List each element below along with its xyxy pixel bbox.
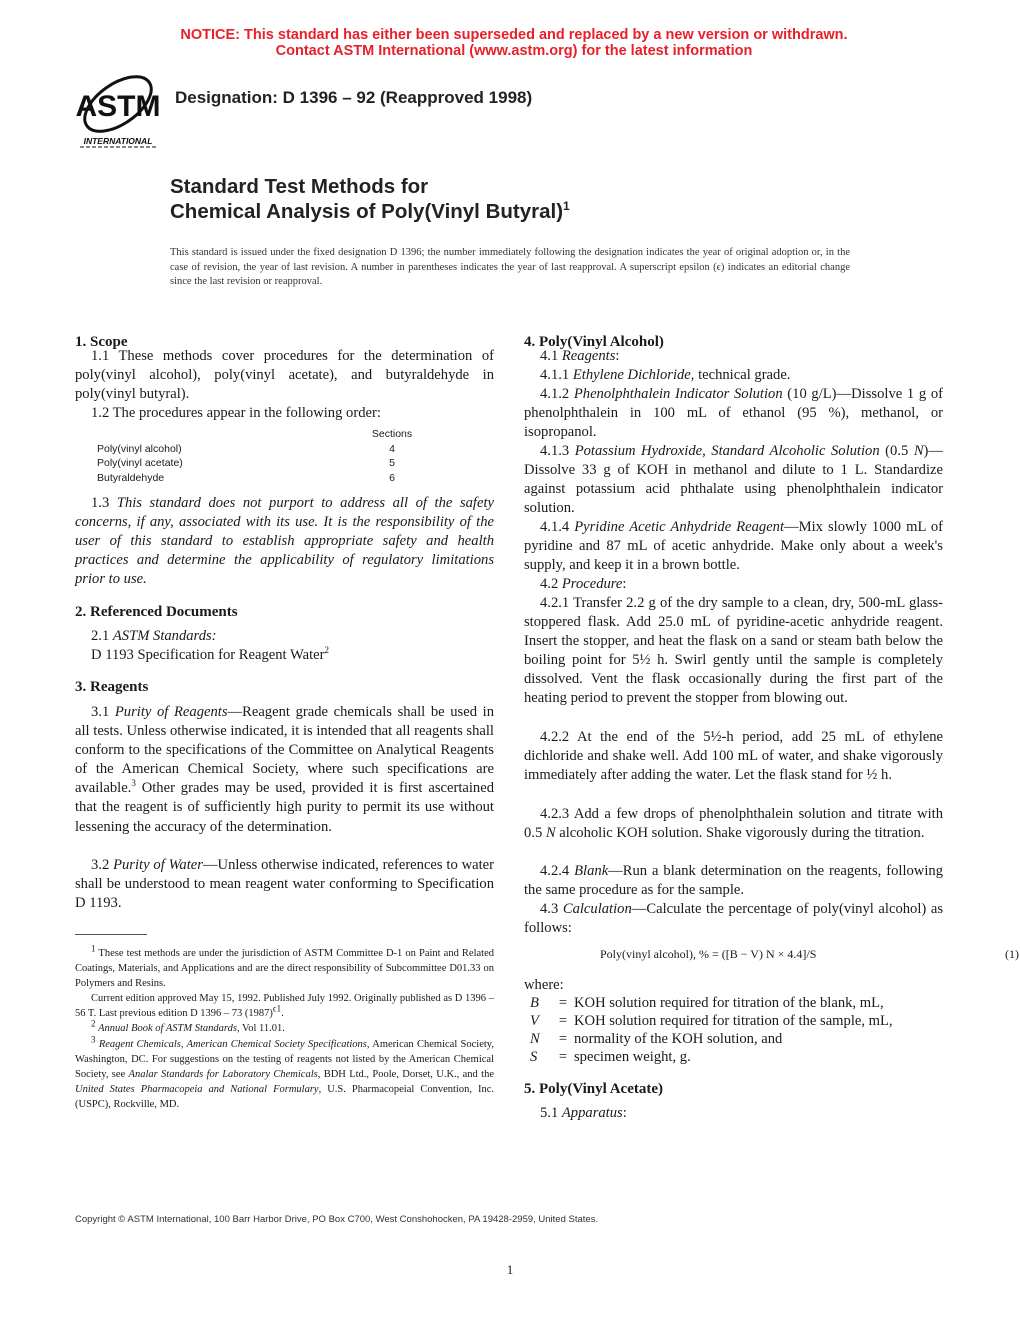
text-run: These test methods are under the jurisdiction of ASTM Committee D-1 on Paint and Related Coatings, Materials, and Applications and are the direct responsibility of Subcommittee D01.33 on Polymers and Resins.: [75, 948, 494, 990]
table-row: [75, 442, 494, 457]
title-line: [170, 199, 570, 224]
svg-text:ASTM: ASTM: [76, 90, 160, 123]
table-header-label: Sections: [371, 428, 413, 440]
variable-symbol: S: [530, 1049, 538, 1065]
text-run: 4.2.2 At the end of the 5½-h period, add 25 mL of ethylene dichloride and shake well. Add 100 mL of water, and shake vigorously immediately after adding the water. Let the flask stand for ½ h.: [524, 729, 943, 784]
text-run: 1.2 The procedures appear in the following order:: [91, 405, 381, 421]
text-run: Blank: [574, 863, 609, 879]
text-run: 4.1: [540, 348, 562, 364]
text-run: 4.1.3: [540, 443, 575, 459]
variable-description: specimen weight, g.: [574, 1049, 691, 1065]
paragraph: [524, 442, 943, 518]
text-run: 4.2.3 Add a few drops of phenolphthalein solution and titrate with 0.5: [524, 806, 943, 842]
text-run: N: [545, 825, 556, 842]
variable-definition: [524, 1048, 943, 1067]
text-run: 3.2: [91, 857, 114, 873]
header-spacer: [75, 427, 367, 442]
equals-sign: =: [558, 1049, 568, 1065]
table-cell-name: Butyraldehyde: [97, 471, 165, 484]
paragraph: [524, 347, 943, 366]
text-run: 4.2.4: [540, 863, 575, 879]
text-run: 4.2.1 Transfer 2.2 g of the dry sample to a clean, dry, 500-mL glass-stoppered flask. Add 25.0 mL of pyridine-acetic anhydride reagent. Insert the stopper, and heat the flask on a sand or steam bath below the boiling point for 5½ h. Swirl gently until the sample is completely dissolved. Vent the flask occasionally during the first part of the heating period to prevent the stopper from blowing out.: [524, 595, 943, 707]
copyright: Copyright © ASTM International, 100 Barr Harbor Drive, PO Box C700, West Conshohocken, PA 19428-2959, United States.: [75, 1214, 599, 1225]
text-run: This standard does not purport to address all of the safety concerns, if any, associated with its use. It is the responsibility of the user of this standard to establish appropriate safety and health practices and determine the applicability of regulatory limitations prior to use.: [75, 495, 494, 588]
text-run: alcoholic KOH solution. Shake vigorously during the titration.: [555, 825, 925, 842]
paragraph: [524, 728, 943, 785]
text-run: , American Chemical Society, Washington, DC. For suggestions on the testing of reagents not listed by the American Chemical Society, see: [75, 1038, 494, 1080]
text-run: 2: [324, 645, 329, 656]
title-footnote-ref: 1: [563, 199, 570, 214]
reference-item: [75, 646, 510, 665]
text-run: , BDH Ltd., Poole, Dorset, U.K., and the: [317, 1068, 494, 1080]
table-cell-section: 5: [389, 457, 395, 469]
paragraph: [524, 385, 943, 442]
text-run: Other grades may be used, provided it is first ascertained that the reagent is of sufficiently high purity to permit its use without lessening the accuracy of the determination.: [75, 780, 494, 835]
section-heading: [75, 603, 494, 622]
paragraph: [524, 594, 943, 709]
text-run: , technical grade.: [690, 367, 791, 383]
text-run: 4. Poly(Vinyl Alcohol): [524, 334, 664, 350]
footnote: [75, 943, 494, 991]
text-run: 4.1.2: [540, 386, 574, 402]
table-cell-name: Poly(vinyl alcohol): [97, 442, 182, 455]
paragraph: [75, 703, 494, 837]
paragraph: [524, 862, 943, 900]
text-run: ϵ1: [272, 1003, 282, 1014]
text-run: (10 g/L)—Dissolve 1 g of phenolphthalein in 100 mL of ethanol (95 %), methanol, or isopropanol.: [524, 386, 943, 441]
text-run: Potassium Hydroxide, Standard Alcoholic Solution: [574, 443, 880, 459]
text-run: (0.5: [879, 443, 914, 459]
text-run: 1.3: [91, 495, 117, 511]
title-line: Standard Test Methods for: [170, 175, 429, 198]
where-label: [524, 976, 943, 995]
table-row: [75, 456, 494, 471]
text-run: Phenolphthalein Indicator Solution: [573, 386, 783, 402]
text-run: 3. Reagents: [75, 679, 149, 695]
text-run: :: [615, 348, 620, 364]
table-cell-name: Poly(vinyl acetate): [97, 457, 183, 469]
variable-symbol: N: [530, 1031, 540, 1047]
variable-symbol: B: [530, 995, 539, 1011]
paragraph: [75, 404, 494, 423]
text-run: 2.1: [91, 628, 113, 644]
text-run: .: [281, 1008, 284, 1020]
text-run: Current edition approved May 15, 1992. Published July 1992. Originally published as D 1396 – 56 T. Last previous edition D 1396 – 73 (1987): [75, 993, 494, 1020]
paragraph: [75, 627, 494, 646]
footnote-divider: [75, 934, 147, 935]
text-run: Poly(vinyl alcohol), % = ([B − V) N × 4.4]/S: [600, 947, 817, 961]
title-text: Chemical Analysis of Poly(Vinyl Butyral): [170, 200, 564, 223]
table-header: [75, 427, 494, 442]
equals-sign: =: [558, 995, 568, 1011]
paragraph: [524, 1104, 943, 1123]
text-run: Procedure: [561, 576, 623, 592]
paragraph: [75, 856, 494, 913]
equation: [524, 945, 1019, 964]
section-heading: [524, 1080, 943, 1099]
text-run: 4.1.4: [540, 519, 575, 535]
variable-description: KOH solution required for titration of the sample, mL,: [574, 1013, 893, 1029]
equation-text: [600, 945, 816, 964]
text-run: Reagent Chemicals, American Chemical Society Specifications: [98, 1038, 367, 1050]
text-run: Reagents: [561, 348, 616, 364]
paragraph: [75, 347, 494, 404]
text-run: —Run a blank determination on the reagents, following the same procedure as for the sample.: [524, 863, 943, 899]
text-run: —Reagent grade chemicals shall be used in all tests. Unless otherwise indicated, it is intended that all reagents shall conform to the specifications of the Committee on Analytical Reagents of the American Chemical Society, where such specifications are available.: [75, 704, 494, 797]
text-run: 4.1.1: [540, 367, 573, 383]
text-run: D 1193 Specification for Reagent Water: [91, 647, 325, 663]
section-heading: [75, 678, 494, 697]
equation-number: (1): [1005, 947, 1019, 961]
text-run: 1: [91, 943, 96, 954]
text-run: Annual Book of ASTM Standards: [98, 1023, 237, 1035]
paragraph: [524, 805, 943, 843]
text-run: 4.3: [540, 901, 563, 917]
text-run: —Unless otherwise indicated, references to water shall be understood to mean reagent water conforming to Specification D 1193.: [75, 857, 495, 912]
footnote: [75, 991, 494, 1021]
text-run: 3: [131, 778, 136, 789]
variable-definition: [524, 1012, 943, 1031]
text-run: 3: [91, 1034, 96, 1045]
text-run: :: [622, 1105, 627, 1121]
text-run: ASTM Standards:: [112, 628, 217, 644]
variable-symbol: V: [530, 1013, 539, 1029]
footnote: [75, 1018, 494, 1036]
text-run: 2. Referenced Documents: [75, 604, 238, 620]
table-cell-section: 4: [389, 442, 395, 455]
notice-line: Contact ASTM International (www.astm.org) for the latest information: [275, 43, 753, 59]
text-run: where:: [524, 977, 564, 993]
text-run: :: [622, 576, 627, 592]
text-run: Analar Standards for Laboratory Chemicals: [128, 1068, 318, 1080]
text-run: 1. Scope: [75, 334, 128, 350]
text-run: Purity of Reagents: [114, 704, 228, 720]
paragraph: [524, 366, 943, 385]
paragraph: [524, 575, 943, 594]
svg-text:INTERNATIONAL: INTERNATIONAL: [83, 136, 153, 146]
text-run: 5.1: [540, 1105, 562, 1121]
table-cell-section: 6: [389, 471, 395, 484]
sections-table: [75, 427, 494, 485]
text-run: 2: [91, 1018, 96, 1029]
equals-sign: =: [558, 1013, 568, 1029]
text-run: 1.1 These methods cover procedures for the determination of poly(vinyl alcohol), poly(vinyl acetate), and butyraldehyde in poly(vinyl butyral).: [75, 348, 494, 403]
notice-line: NOTICE: This standard has either been superseded and replaced by a new version or withdrawn.: [180, 27, 848, 43]
text-run: )—Dissolve 33 g of KOH in methanol and dilute to 1 L. Standardize against potassium acid phthalate using phenolphthalein indicator solution.: [524, 443, 944, 517]
table-row: [75, 471, 494, 486]
text-run: 4.2: [540, 576, 562, 592]
text-run: Purity of Water: [113, 857, 203, 873]
text-run: —Calculate the percentage of poly(vinyl alcohol) as follows:: [524, 901, 943, 937]
paragraph: [524, 900, 943, 938]
variable-description: KOH solution required for titration of the blank, mL,: [574, 995, 884, 1011]
text-run: Ethylene Dichloride: [572, 367, 691, 383]
variable-definition: [524, 1030, 943, 1049]
footnote: [75, 1034, 494, 1112]
variable-definition: [524, 994, 943, 1013]
document-title: [170, 174, 570, 224]
text-run: Calculation: [562, 901, 632, 917]
text-run: —Mix slowly 1000 mL of pyridine and 87 mL of acetic anhydride. Make only about a week's supply, and keep it in a brown bottle.: [524, 519, 943, 574]
text-run: 3.1: [91, 704, 115, 720]
text-run: United States Pharmacopeia and National Formulary: [75, 1083, 319, 1095]
issuance-note: This standard is issued under the fixed designation D 1396; the number immediately following the designation indicates the year of original adoption or, in the case of revision, the year of last revision. A number in parentheses indicates the year of last reapproval. A superscript epsilon (ϵ) indicates an editorial change since the last revision or reapproval.: [170, 247, 850, 288]
variable-description: normality of the KOH solution, and: [574, 1031, 783, 1047]
page-number: 1: [506, 1262, 514, 1277]
astm-logo-icon: [76, 72, 160, 148]
equals-sign: =: [558, 1031, 568, 1047]
text-run: Pyridine Acetic Anhydride Reagent: [574, 519, 785, 535]
text-run: , Vol 11.01.: [236, 1023, 285, 1035]
text-run: 5. Poly(Vinyl Acetate): [524, 1081, 663, 1097]
text-run: N: [913, 443, 924, 459]
paragraph: [524, 518, 943, 575]
text-run: , U.S. Pharmacopeial Convention, Inc. (USPC), Rockville, MD.: [75, 1083, 494, 1110]
footnotes: [75, 943, 494, 1112]
paragraph: [75, 494, 494, 589]
text-run: Apparatus: [561, 1105, 623, 1121]
notice-banner: [0, 27, 1020, 59]
designation: Designation: D 1396 – 92 (Reapproved 1998): [175, 88, 533, 107]
